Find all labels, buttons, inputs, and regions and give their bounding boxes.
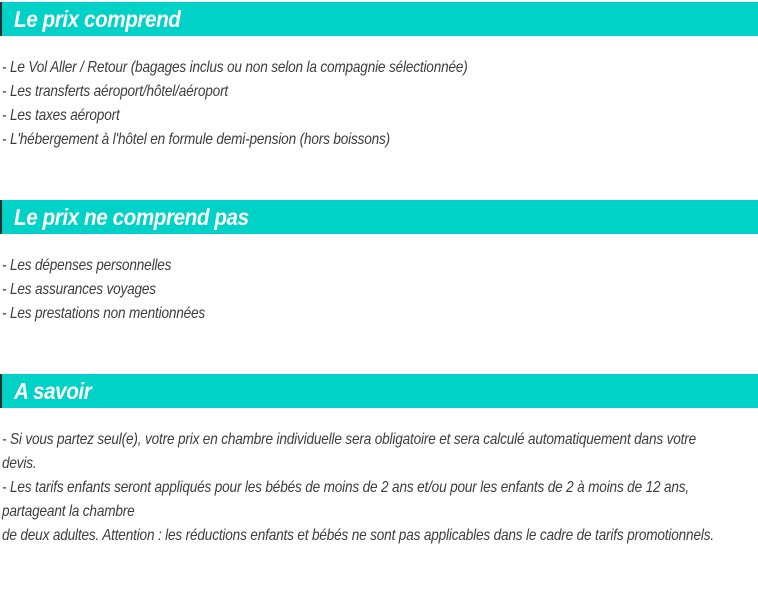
section-title: Le prix comprend <box>14 5 181 32</box>
list-item: - Les taxes aéroport <box>2 107 120 124</box>
list-item: - L'hébergement à l'hôtel en formule demi-pension (hors boissons) <box>2 131 391 148</box>
section-header-bar <box>0 2 758 36</box>
section-header-bar <box>0 374 758 408</box>
pricing-info-page <box>0 2 758 605</box>
list-item: - Les prestations non mentionnées <box>2 305 206 322</box>
section-title: A savoir <box>14 377 92 404</box>
list-item: devis. <box>2 455 37 472</box>
list-item: - Les tarifs enfants seront appliqués pour les bébés de moins de 2 ans et/ou pour les enfants de 2 à moins de 12 ans, <box>2 479 689 496</box>
list-item: - Les dépenses personnelles <box>2 257 172 274</box>
section-content <box>0 36 758 200</box>
section <box>0 2 758 200</box>
list-item: partageant la chambre <box>2 503 135 520</box>
section-content <box>0 234 758 374</box>
list-item: - Les assurances voyages <box>2 281 156 298</box>
section-content <box>0 408 758 548</box>
section-title: Le prix ne comprend pas <box>14 203 249 230</box>
section-header-bar <box>0 200 758 234</box>
list-item: - Le Vol Aller / Retour (bagages inclus ou non selon la compagnie sélectionnée) <box>2 59 468 76</box>
section <box>0 200 758 374</box>
sections-container <box>0 2 758 548</box>
list-item: de deux adultes. Attention : les réductions enfants et bébés ne sont pas applicables dans le cadre de tarifs promotionnels. <box>2 527 714 544</box>
list-item: - Les transferts aéroport/hôtel/aéroport <box>2 83 229 100</box>
list-item: - Si vous partez seul(e), votre prix en chambre individuelle sera obligatoire et sera calculé automatiquement dans votre <box>2 431 696 448</box>
section <box>0 374 758 548</box>
